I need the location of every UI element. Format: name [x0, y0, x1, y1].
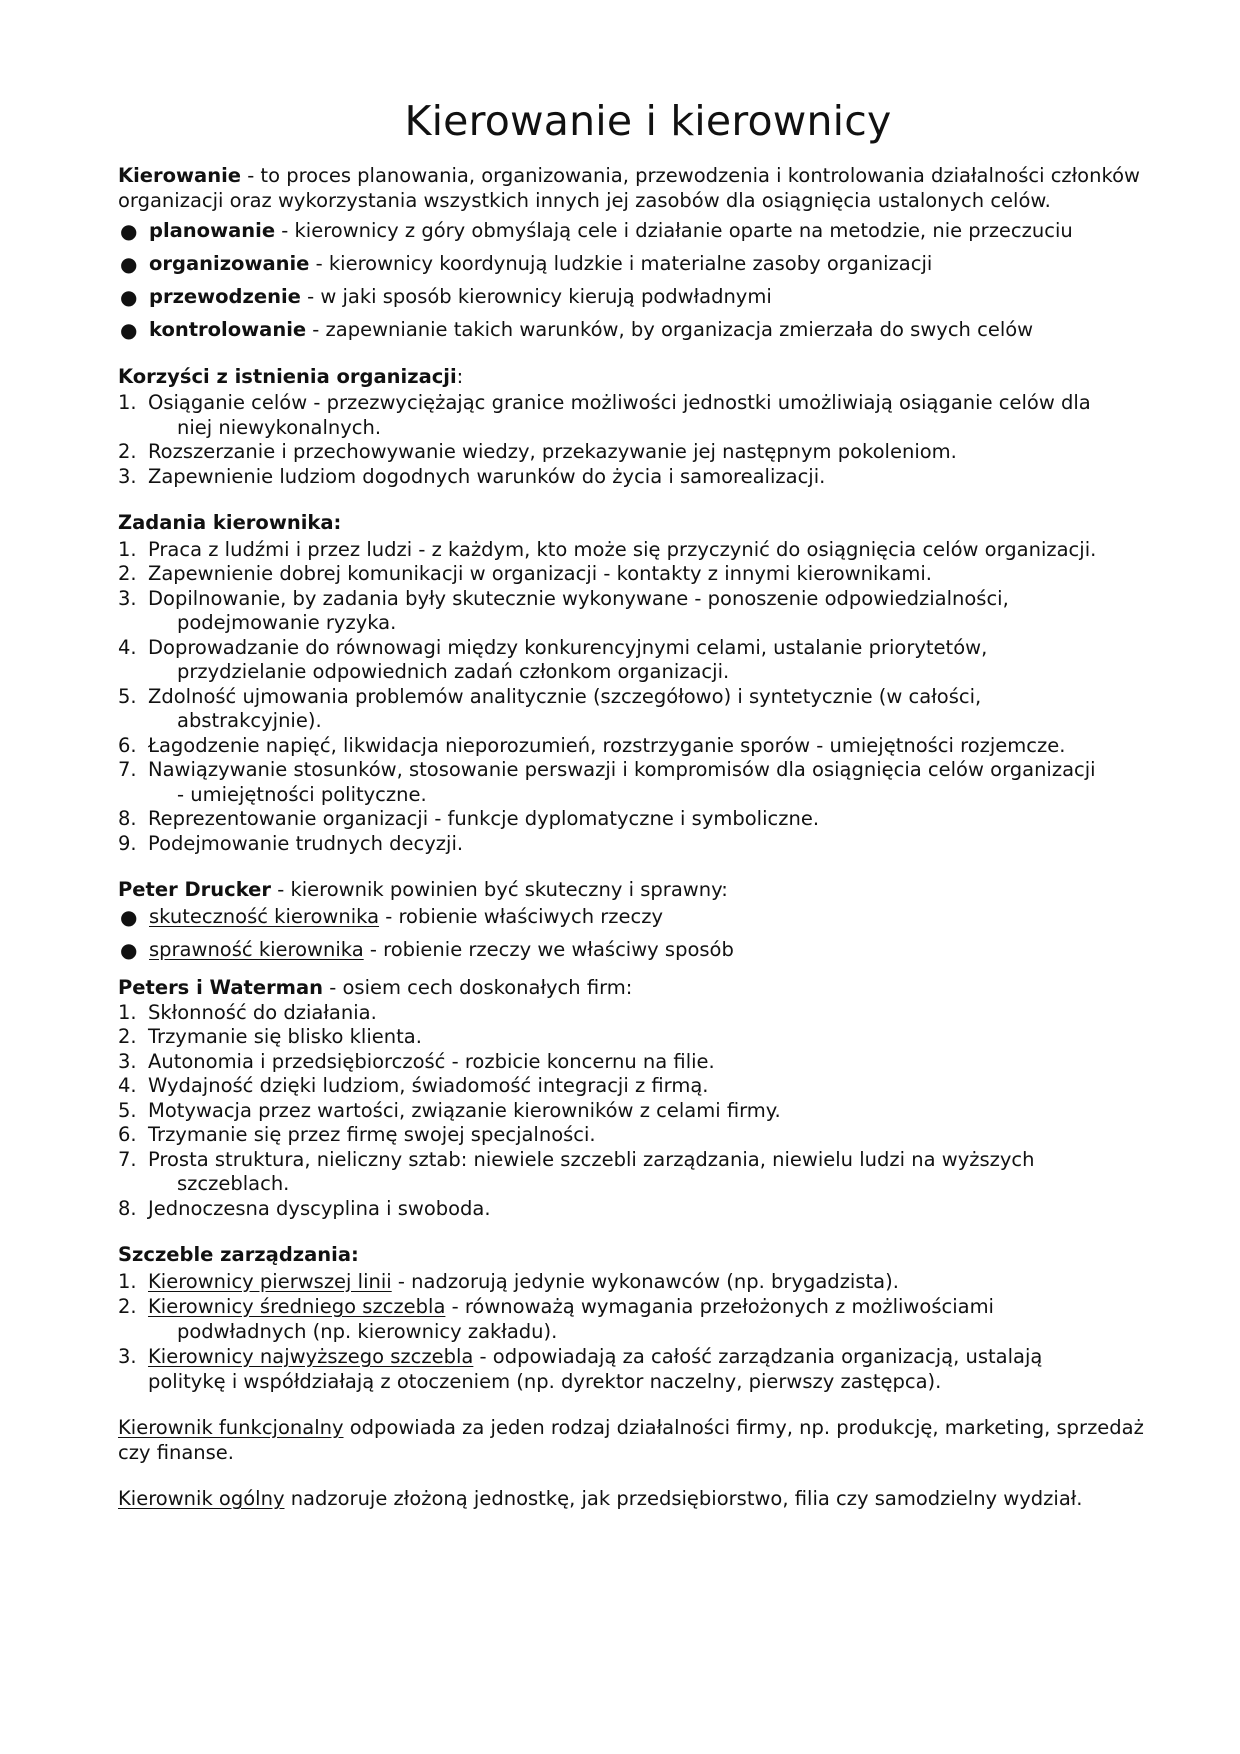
list-item: 5. Zdolność ujmowania problemów analitycznie (szczegółowo) i syntetycznie (w całości, abstrakcyjnie). [118, 684, 982, 732]
bullet-icon: ● [120, 252, 138, 276]
list-item: 8. Reprezentowanie organizacji - funkcje dyplomatyczne i symboliczne. [118, 807, 820, 830]
list-item: 7. Nawiązywanie stosunków, stosowanie perswazji i kompromisów dla osiągnięcia celów organizacji - umiejętności polityczne. [118, 758, 1096, 806]
levels-list [118, 1270, 1178, 1395]
list-item: ● sprawność kierownika - robienie rzeczy we właściwy sposób [120, 937, 734, 962]
peters-section [118, 976, 1178, 1221]
list-item: 6. Trzymanie się przez firmę swojej specjalności. [118, 1123, 596, 1146]
functional-manager-paragraph: Kierownik funkcjonalny odpowiada za jeden rodzaj działalności firmy, np. produkcję, marketing, sprzedaż czy finanse. [118, 1416, 1144, 1464]
drucker-line: Peter Drucker - kierownik powinien być skuteczny i sprawny: [118, 878, 728, 901]
section-heading: Korzyści z istnienia organizacji: [118, 364, 464, 388]
drucker-list [118, 905, 1178, 963]
list-item: 8. Jednoczesna dyscyplina i swoboda. [118, 1196, 491, 1220]
list-item: ● kontrolowanie - zapewnianie takich warunków, by organizacja zmierzała do swych celów [120, 318, 1034, 342]
bullet-icon: ● [120, 219, 138, 243]
bullet-icon: ● [120, 904, 138, 929]
list-item: ● planowanie - kierownicy z góry obmyślają cele i działanie oparte na metodzie, nie przeczuciu [120, 219, 1073, 243]
benefits-section [118, 365, 1178, 490]
list-item: 3. Autonomia i przedsiębiorczość - rozbicie koncernu na filie. [118, 1049, 715, 1073]
document-page [118, 96, 1178, 1512]
bullet-icon: ● [120, 285, 138, 309]
list-item: 1. Osiąganie celów - przezwyciężając granice możliwości jednostki umożliwiają osiąganie celów dla niej niewykonalnych. [118, 391, 1091, 439]
list-item: ● skuteczność kierownika - robienie właściwych rzeczy [120, 904, 663, 929]
list-item: 6. Łagodzenie napięć, likwidacja nieporozumień, rozstrzyganie sporów - umiejętności rozjemcze. [118, 733, 1066, 757]
intro-paragraph [118, 164, 1178, 213]
list-item: 2. Rozszerzanie i przechowywanie wiedzy, przekazywanie jej następnym pokoleniom. [118, 440, 957, 463]
page-title: Kierowanie i kierownicy [404, 97, 892, 145]
list-item: ● organizowanie - kierownicy koordynują ludzkie i materialne zasoby organizacji [120, 252, 933, 276]
list-item: 4. Doprowadzanie do równowagi między konkurencyjnymi celami, ustalanie priorytetów, przydzielanie odpowiednich zadań członkom organizacji. [118, 635, 988, 683]
list-item: 9. Podejmowanie trudnych decyzji. [118, 831, 464, 855]
peters-list [118, 1001, 1178, 1222]
list-item: 3. Zapewnienie ludziom dogodnych warunków do życia i samorealizacji. [118, 464, 826, 488]
peters-line: Peters i Waterman - osiem cech doskonałych firm: [118, 976, 633, 999]
drucker-section [118, 878, 1178, 962]
list-item: 3. Dopilnowanie, by zadania były skutecznie wykonywane - ponoszenie odpowiedzialności, podejmowanie ryzyka. [118, 586, 1009, 634]
list-item: 2. Trzymanie się blisko klienta. [118, 1025, 422, 1048]
list-item: 4. Wydajność dzięki ludziom, świadomość integracji z firmą. [118, 1074, 709, 1097]
list-item: 5. Motywacja przez wartości, związanie kierowników z celami firmy. [118, 1098, 781, 1122]
intro-text: - to proces planowania, organizowania, przewodzenia i kontrolowania działalności członków organizacji oraz wykorzystania wszystkich innych jej zasobów dla osiągnięcia ustalonych celów. [118, 164, 1140, 212]
intro-term: Kierowanie [118, 164, 241, 187]
list-item: 1. Skłonność do działania. [118, 1000, 377, 1024]
tasks-list [118, 538, 1178, 857]
list-item: 1. Praca z ludźmi i przez ludzi - z każdym, kto może się przyczynić do osiągnięcia celów organizacji. [118, 537, 1097, 561]
list-item: 1. Kierownicy pierwszej linii - nadzorują jedynie wykonawców (np. brygadzista). [118, 1269, 899, 1293]
levels-section [118, 1243, 1178, 1394]
section-heading: Zadania kierownika: [118, 511, 342, 534]
list-item: 2. Zapewnienie dobrej komunikacji w organizacji - kontakty z innymi kierownikami. [118, 562, 932, 585]
section-heading: Szczeble zarządzania: [118, 1243, 359, 1266]
tasks-section [118, 511, 1178, 856]
list-item: 2. Kierownicy średniego szczebla - równoważą wymagania przełożonych z możliwościami podwładnych (np. kierownicy zakładu). [118, 1295, 994, 1343]
list-item: ● przewodzenie - w jaki sposób kierownicy kierują podwładnymi [120, 285, 772, 309]
list-item: 7. Prosta struktura, nieliczny sztab: niewiele szczebli zarządzania, niewielu ludzi na wyższych szczeblach. [118, 1147, 1035, 1195]
functions-list [118, 219, 1178, 343]
benefits-list [118, 391, 1178, 489]
bullet-icon: ● [120, 318, 138, 342]
list-item: 3. Kierownicy najwyższego szczebla - odpowiadają za całość zarządzania organizacją, ustalają politykę i współdziałają z otoczeniem (np. dyrektor naczelny, pierwszy zastępca). [118, 1345, 1043, 1393]
general-manager-paragraph: Kierownik ogólny nadzoruje złożoną jednostkę, jak przedsiębiorstwo, filia czy samodzielny wydział. [118, 1487, 1083, 1510]
bullet-icon: ● [120, 937, 138, 962]
